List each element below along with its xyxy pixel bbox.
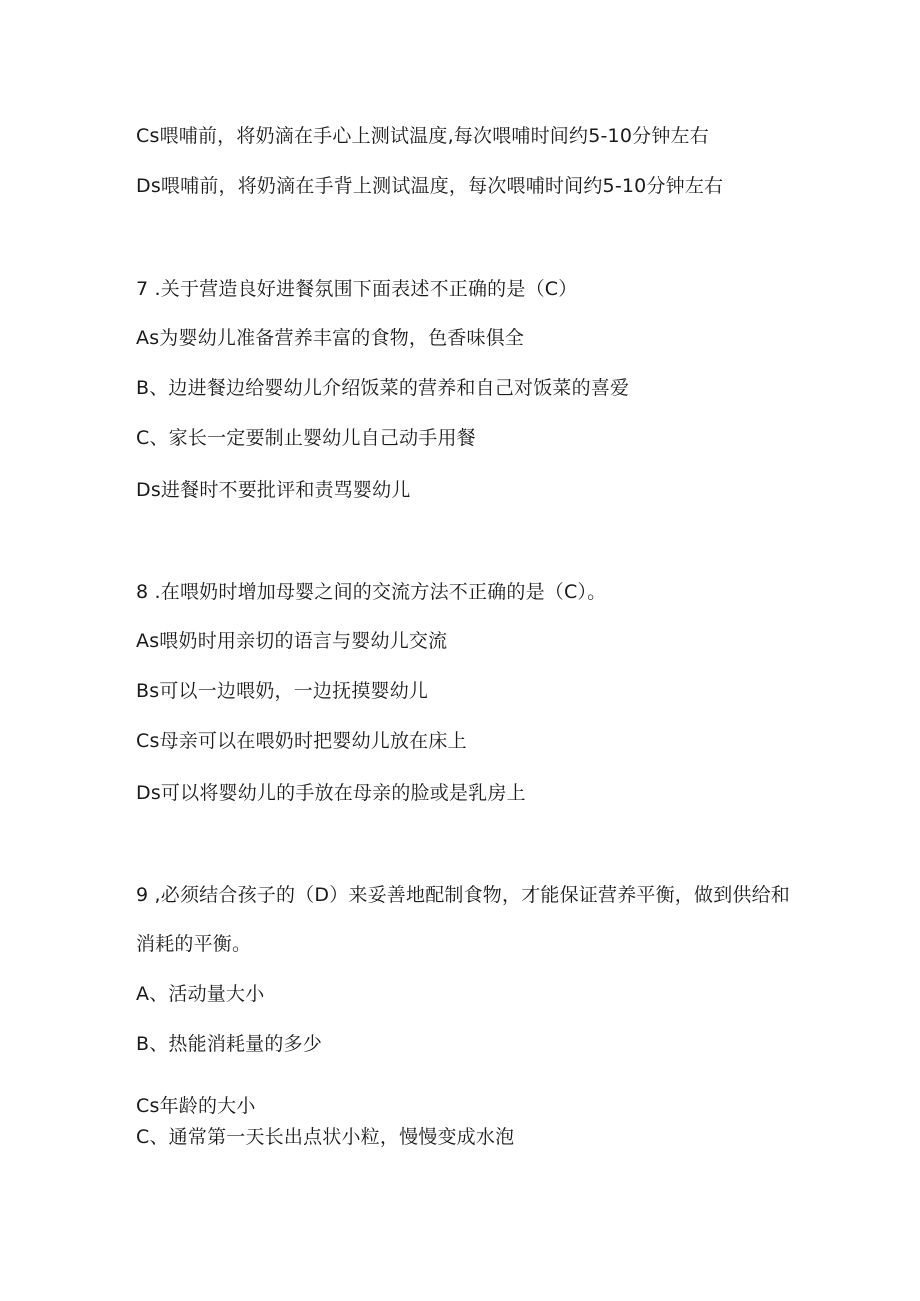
option-d-line: Ds喂哺前，将奶滴在手背上测试温度，每次喂哺时间约5-10分钟左右 [136, 175, 724, 197]
extra-option-c: C、通常第一天长出点状小粒，慢慢变成水泡 [136, 1126, 515, 1148]
q9-option-c: Cs年龄的大小 [136, 1095, 256, 1117]
q7-option-a: As为婴幼儿准备营养丰富的食物，色香味俱全 [136, 327, 525, 349]
q8-option-a: As喂奶时用亲切的语言与婴幼儿交流 [136, 630, 448, 652]
question-8: 8 .在喂奶时增加母婴之间的交流方法不正确的是（C）。 [136, 581, 607, 603]
q7-option-c: C、家长一定要制止婴幼儿自己动手用餐 [136, 427, 476, 449]
question-9: 9 ,必须结合孩子的（D）来妥善地配制食物，才能保证营养平衡，做到供给和 [136, 884, 790, 906]
q8-option-c: Cs母亲可以在喂奶时把婴幼儿放在床上 [136, 730, 467, 752]
q9-option-a: A、活动量大小 [136, 983, 265, 1005]
option-c-line: Cs喂哺前，将奶滴在手心上测试温度,每次喂哺时间约5-10分钟左右 [136, 125, 709, 147]
question-9-continued: 消耗的平衡。 [136, 933, 252, 955]
q7-option-d: Ds进餐时不要批评和责骂婴幼儿 [136, 479, 411, 501]
q8-option-b: Bs可以一边喂奶，一边抚摸婴幼儿 [136, 680, 429, 702]
q8-option-d: Ds可以将婴幼儿的手放在母亲的脸或是乳房上 [136, 782, 526, 804]
question-7: 7 .关于营造良好进餐氛围下面表述不正确的是（C） [136, 278, 578, 300]
q7-option-b: B、边进餐边给婴幼儿介绍饭菜的营养和自己对饭菜的喜爱 [136, 377, 630, 399]
q9-option-b: B、热能消耗量的多少 [136, 1033, 323, 1055]
